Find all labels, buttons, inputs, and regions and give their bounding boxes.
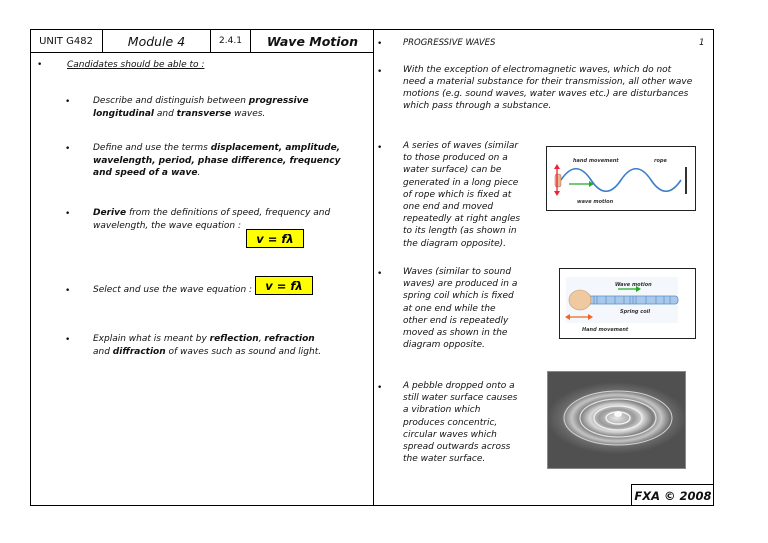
left-item-1: Describe and distinguish between progressive longitudinal and transverse waves. — [93, 96, 309, 119]
spring-coil-label: Spring coil — [620, 309, 651, 315]
spring-diagram — [559, 268, 696, 339]
bullet: • — [377, 383, 383, 393]
equation-box: v = fλ — [246, 229, 304, 248]
left-item-2: Define and use the terms displacement, amplitude, wavelength, period, phase difference, frequency and speed of a wave. — [93, 143, 341, 178]
bullet: • — [37, 60, 43, 70]
wave-motion-label: wave motion — [577, 199, 614, 205]
header-unit: UNIT G482 — [30, 29, 103, 53]
column-divider — [373, 29, 374, 506]
left-heading: Candidates should be able to : — [67, 60, 205, 70]
left-item-5: Explain what is meant by reflection, refraction and diffraction of waves such as sound and light. — [93, 334, 322, 357]
equation-box-2: v = fλ — [255, 276, 313, 295]
bullet: • — [65, 335, 71, 345]
header-title: Wave Motion — [266, 33, 359, 49]
bullet: • — [377, 269, 383, 279]
rope-label: rope — [654, 158, 667, 164]
rope-diagram — [546, 146, 696, 211]
hand-movement-label: hand movement — [573, 158, 619, 164]
bullet: • — [65, 97, 71, 107]
pebble-text: A pebble dropped onto a still water surface causes a vibration which produces concentric, circular waves which spread outwards across the water surface. — [403, 381, 518, 465]
bullet: • — [377, 39, 383, 49]
left-item-3: Derive from the definitions of speed, frequency and wavelength, the wave equation : — [93, 208, 331, 231]
header-section: 2.4.1 — [211, 29, 251, 53]
page-number: 1 — [699, 38, 705, 48]
bullet: • — [65, 286, 71, 296]
footer-credit: FXA © 2008 — [631, 484, 714, 506]
ripple-icon — [548, 372, 686, 469]
rope-text: A series of waves (similar to those produced on a water surface) can be generated in a long piece of rope which is fixed at one end and moved repeatedly at right angles to its length (as shown in the diagram opposite). — [403, 141, 521, 249]
bullet: • — [65, 209, 71, 219]
bullet: • — [377, 67, 383, 77]
right-heading: PROGRESSIVE WAVES — [403, 38, 496, 48]
spring-text: Waves (similar to sound waves) are produced in a spring coil which is fixed at one end while the other end is repeatedly moved as shown in the diagram opposite. — [403, 267, 518, 351]
hand-movement-label: Hand movement — [582, 327, 629, 333]
header-module: Module 4 — [103, 29, 211, 53]
water-ripple-image — [547, 371, 686, 469]
left-item-4: Select and use the wave equation : — [93, 285, 253, 295]
rope-wave-icon — [547, 147, 695, 210]
bullet: • — [377, 143, 383, 153]
intro-text: With the exception of electromagnetic waves, which do not need a material substance for their transmission, all other wave motions (e.g. sound waves, water waves etc.) are disturbances which pass through a substance. — [403, 65, 693, 111]
bullet: • — [65, 144, 71, 154]
wave-motion-label: Wave motion — [615, 282, 652, 288]
